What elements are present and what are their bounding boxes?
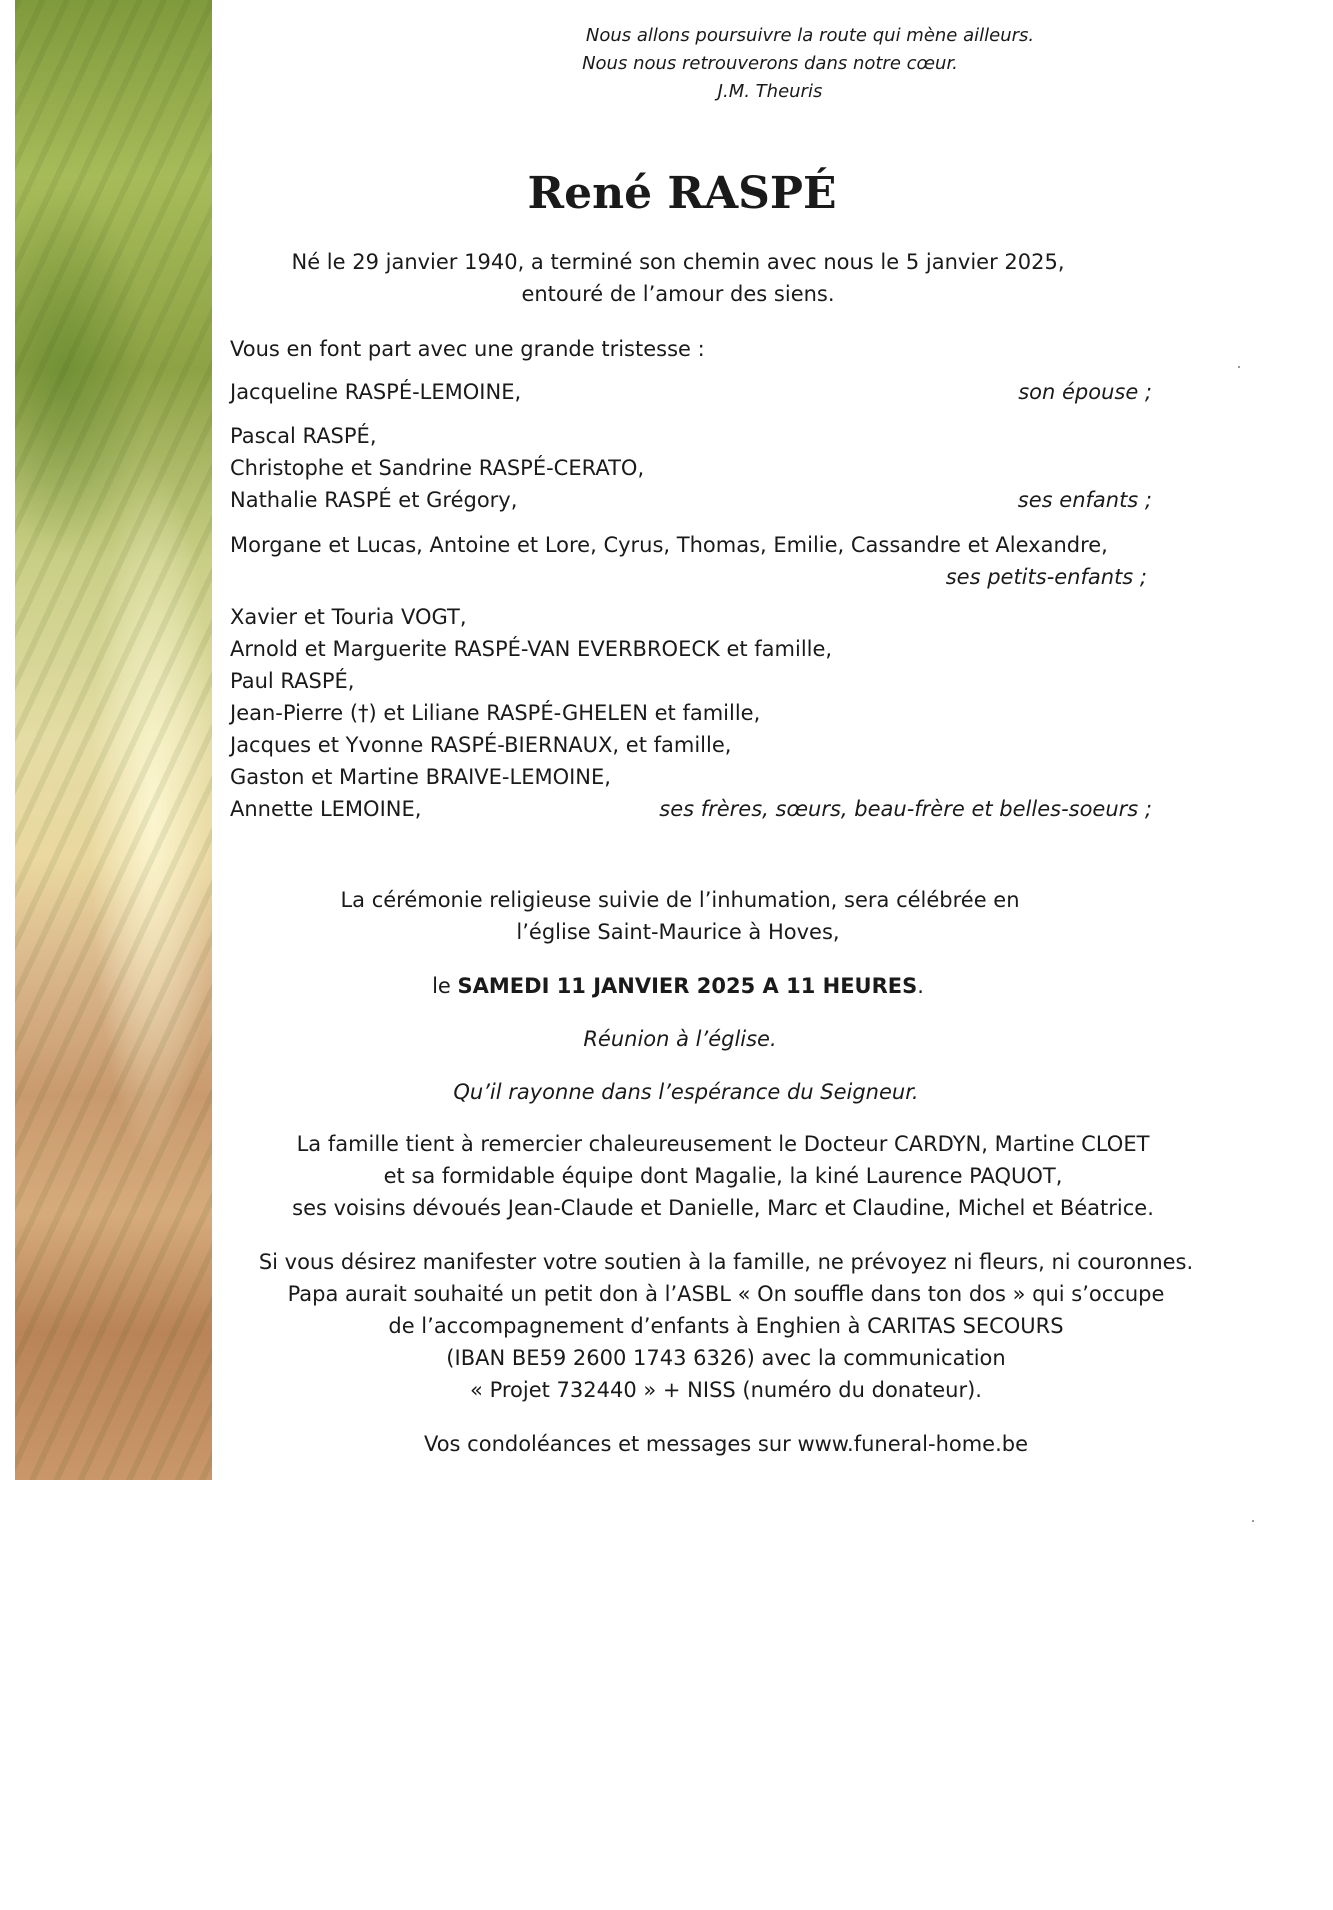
donation-line: Si vous désirez manifester votre soutien à la famille, ne prévoyez ni fleurs, ni couronnes. — [258, 1250, 1194, 1274]
sibling-name: Jacques et Yvonne RASPÉ-BIERNAUX, et famille, — [230, 733, 732, 757]
spouse-name: Jacqueline RASPÉ-LEMOINE, — [230, 380, 522, 404]
donation-line: Papa aurait souhaité un petit don à l’ASBL « On souffle dans ton dos » qui s’occupe — [287, 1282, 1165, 1306]
scan-speck — [1252, 1520, 1254, 1522]
ceremony-date-bold: SAMEDI 11 JANVIER 2025 A 11 HEURES — [457, 974, 918, 998]
epigraph-author: J.M. Theuris — [717, 81, 823, 102]
ceremony-date — [432, 972, 924, 1000]
life-dates-line-1: Né le 29 janvier 1940, a terminé son chemin avec nous le 5 janvier 2025, — [291, 250, 1065, 274]
meeting-place: Réunion à l’église. — [583, 1027, 777, 1051]
sibling-name: Annette LEMOINE, — [230, 797, 422, 821]
life-dates-line-2: entouré de l’amour des siens. — [521, 282, 835, 306]
scan-speck — [1238, 366, 1240, 368]
thanks-line: et sa formidable équipe dont Magalie, la kiné Laurence PAQUOT, — [383, 1164, 1063, 1188]
sibling-name: Jean-Pierre (†) et Liliane RASPÉ-GHELEN et famille, — [230, 701, 761, 725]
ceremony-line-2: l’église Saint-Maurice à Hoves, — [516, 920, 840, 944]
donation-line: « Projet 732440 » + NISS (numéro du donateur). — [470, 1378, 982, 1402]
epigraph-line-1: Nous allons poursuivre la route qui mène ailleurs. — [585, 25, 1035, 46]
thanks-line: ses voisins dévoués Jean-Claude et Danielle, Marc et Claudine, Michel et Béatrice. — [292, 1196, 1154, 1220]
prayer-line: Qu’il rayonne dans l’espérance du Seigneur. — [453, 1080, 919, 1104]
sibling-name: Gaston et Martine BRAIVE-LEMOINE, — [230, 765, 611, 789]
ceremony-date-suffix: . — [917, 974, 924, 998]
donation-line: (IBAN BE59 2600 1743 6326) avec la communication — [446, 1346, 1006, 1370]
siblings-relation: ses frères, sœurs, beau-frère et belles-soeurs ; — [659, 797, 1152, 821]
donation-line: de l’accompagnement d’enfants à Enghien à CARITAS SECOURS — [388, 1314, 1064, 1338]
epigraph-line-2: Nous nous retrouverons dans notre cœur. — [582, 53, 958, 74]
child-name: Nathalie RASPÉ et Grégory, — [230, 488, 518, 512]
deceased-name: René RASPÉ — [527, 168, 837, 219]
ceremony-date-prefix: le — [432, 974, 458, 998]
sibling-name: Paul RASPÉ, — [230, 669, 355, 693]
grandchildren-relation: ses petits-enfants ; — [945, 565, 1147, 589]
spouse-relation: son épouse ; — [1018, 380, 1152, 404]
sibling-name: Xavier et Touria VOGT, — [230, 605, 467, 629]
thanks-line: La famille tient à remercier chaleureusement le Docteur CARDYN, Martine CLOET — [296, 1132, 1150, 1156]
children-relation: ses enfants ; — [1017, 488, 1152, 512]
child-name: Pascal RASPÉ, — [230, 424, 377, 448]
sibling-name: Arnold et Marguerite RASPÉ-VAN EVERBROECK et famille, — [230, 637, 833, 661]
condolences-line: Vos condoléances et messages sur www.funeral-home.be — [423, 1432, 1029, 1456]
grandchildren-names: Morgane et Lucas, Antoine et Lore, Cyrus, Thomas, Emilie, Cassandre et Alexandre, — [230, 533, 1108, 557]
child-name: Christophe et Sandrine RASPÉ-CERATO, — [230, 456, 645, 480]
ceremony-line-1: La cérémonie religieuse suivie de l’inhumation, sera célébrée en — [340, 888, 1020, 912]
announce-intro: Vous en font part avec une grande tristesse : — [230, 337, 705, 361]
